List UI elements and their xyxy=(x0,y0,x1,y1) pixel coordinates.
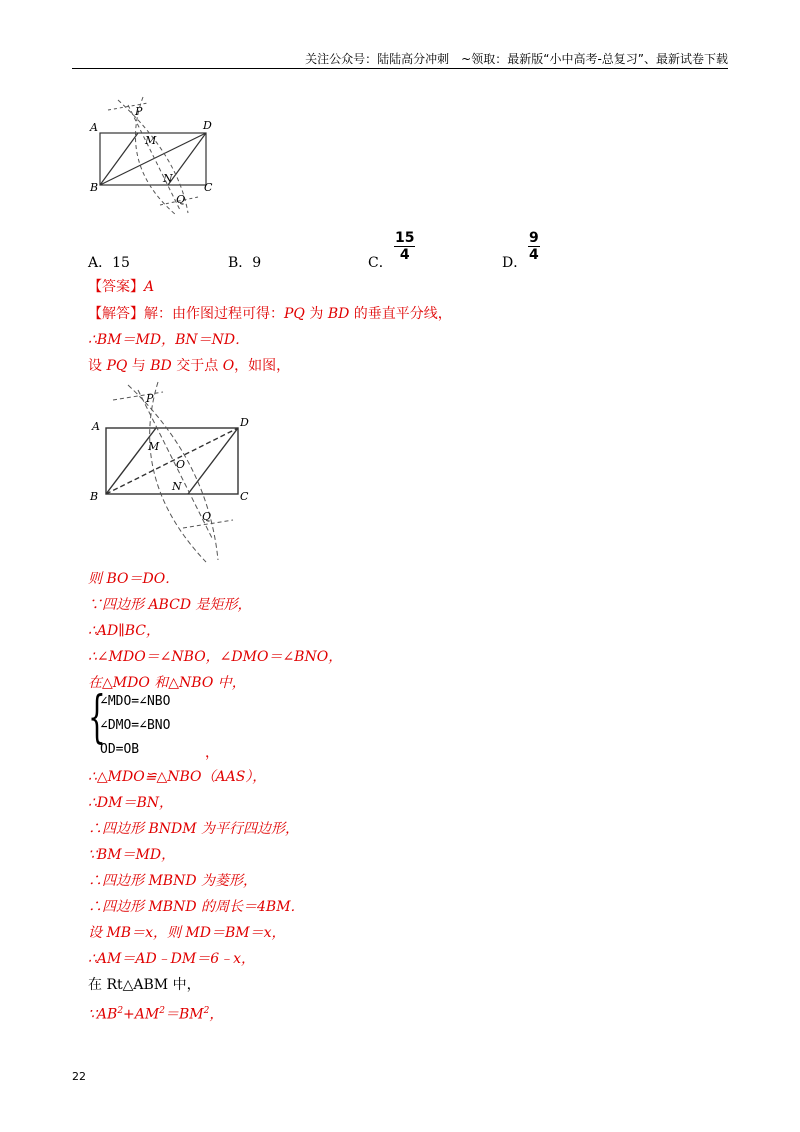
label-q: Q xyxy=(202,510,212,523)
solution-text: ，如图， xyxy=(234,358,291,374)
condition-3: OD=OB xyxy=(100,742,140,757)
solution-line-l7: ∴DM＝BN， xyxy=(88,795,174,811)
segment-bm xyxy=(106,428,156,494)
exponent: 2 xyxy=(203,1006,210,1016)
solution-line-l6: ∴△MDO≌△NBO（AAS）， xyxy=(88,769,267,785)
figure-construction-2 xyxy=(88,380,268,565)
solution-text: 解：由作图过程可得： xyxy=(144,306,284,322)
point-name: O xyxy=(222,358,235,374)
solution-line-l15 xyxy=(88,1002,223,1024)
option-c-denominator: 4 xyxy=(399,247,410,263)
label-q: Q xyxy=(176,193,186,206)
option-d-fraction xyxy=(528,230,540,263)
arc-3 xyxy=(113,392,163,400)
solution-line-l4: ∴∠MDO＝∠NBO，∠DMO＝∠BNO， xyxy=(88,649,343,665)
solution-line-l3: ∴AD∥BC， xyxy=(88,623,160,639)
label-p: P xyxy=(146,392,154,405)
segment-nd xyxy=(188,428,238,494)
figure-construction-1 xyxy=(88,95,228,215)
answer-value: A xyxy=(144,279,155,295)
label-n: N xyxy=(172,480,182,493)
segment-name: PQ xyxy=(284,306,305,322)
label-o: O xyxy=(176,458,186,471)
label-m: M xyxy=(145,134,157,147)
label-a: A xyxy=(92,420,100,433)
equation-part: +AM xyxy=(123,1006,160,1023)
line-pq xyxy=(128,105,180,210)
answer-line xyxy=(88,278,154,296)
segment-nd xyxy=(168,133,206,185)
label-c: C xyxy=(240,490,249,503)
label-c: C xyxy=(204,181,213,194)
label-m: M xyxy=(148,440,160,453)
equation-part: ， xyxy=(209,1006,224,1023)
option-a[interactable]: A．15 xyxy=(88,255,130,271)
solution-line-l2: ∵四边形 ABCD 是矩形， xyxy=(88,597,252,613)
condition-comma: ， xyxy=(205,745,219,761)
solution-line-l14: 在 Rt△ABM 中， xyxy=(88,977,201,993)
congruence-conditions xyxy=(88,685,218,760)
option-d-denominator: 4 xyxy=(529,247,539,263)
solution-line-l1: 则 BO＝DO． xyxy=(88,571,180,587)
left-brace-icon: { xyxy=(88,685,106,750)
solution-tag: 【解答】 xyxy=(88,306,144,322)
solution-text: 为 xyxy=(304,306,328,322)
solution-line-l8: ∴四边形 BNDM 为平行四边形， xyxy=(88,821,299,837)
label-n: N xyxy=(163,172,173,185)
option-c-label[interactable]: C． xyxy=(368,255,393,271)
option-c-numerator: 15 xyxy=(395,230,415,246)
segment-bm xyxy=(100,133,138,185)
segment-name: BD xyxy=(150,358,172,374)
solution-line-1 xyxy=(88,305,452,323)
label-d: D xyxy=(203,119,212,132)
option-d-numerator: 9 xyxy=(529,230,539,246)
solution-line-3 xyxy=(88,357,290,375)
equation-part: ∵AB xyxy=(88,1006,118,1023)
segment-name: BD xyxy=(327,306,350,322)
label-p: P xyxy=(135,105,143,118)
answer-tag: 【答案】 xyxy=(88,279,144,295)
option-c-fraction xyxy=(394,230,415,263)
header-rule xyxy=(72,68,728,69)
condition-1: ∠MDO=∠NBO xyxy=(100,694,171,709)
answer-options xyxy=(88,228,728,271)
exponent: 2 xyxy=(159,1006,165,1016)
solution-line-l9: ∵BM＝MD， xyxy=(88,847,176,863)
label-a: A xyxy=(90,121,98,134)
label-b: B xyxy=(90,490,99,503)
solution-text: 交于点 xyxy=(171,358,223,374)
solution-text: 的垂直平分线， xyxy=(349,306,452,322)
solution-line-2: ∴BM＝MD，BN＝ND． xyxy=(88,332,250,348)
condition-2: ∠DMO=∠BNO xyxy=(100,718,171,733)
solution-line-l10: ∴四边形 MBND 为菱形， xyxy=(88,873,257,889)
label-d: D xyxy=(240,416,249,429)
page-header: 关注公众号：陆陆高分冲刺 ~领取：最新版“小中高考-总复习”、最新试卷下载 xyxy=(305,52,728,66)
equation-part: ＝BM xyxy=(164,1006,204,1023)
solution-line-l13: ∴AM＝AD﹣DM＝6﹣x， xyxy=(88,951,256,967)
segment-name: PQ xyxy=(106,358,128,374)
option-d-label[interactable]: D． xyxy=(502,255,528,271)
arc-2 xyxy=(150,382,206,562)
option-b[interactable]: B．9 xyxy=(228,255,262,271)
exponent: 2 xyxy=(117,1006,124,1016)
solution-line-l11: ∴四边形 MBND 的周长＝4BM． xyxy=(88,899,305,915)
page-number: 22 xyxy=(72,1070,86,1083)
solution-line-l12: 设 MB＝x，则 MD＝BM＝x， xyxy=(88,925,286,941)
label-b: B xyxy=(90,181,99,194)
solution-line-l5: 在△MDO 和△NBO 中， xyxy=(88,675,246,691)
solution-text: 设 xyxy=(88,358,107,374)
solution-text: 与 xyxy=(127,358,151,374)
